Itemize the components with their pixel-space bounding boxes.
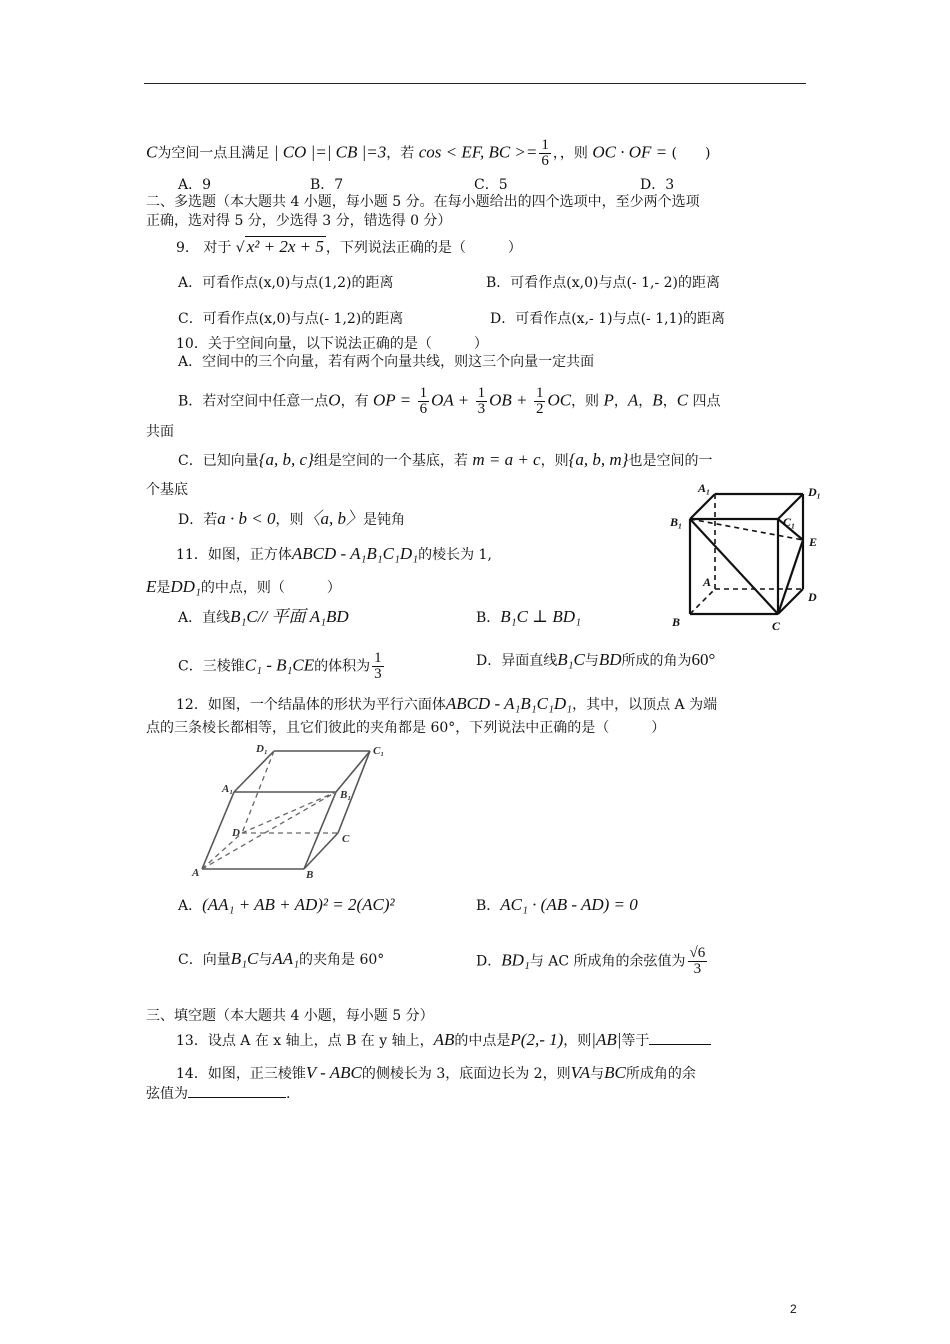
q12-stem-2: 点的三条棱长都相等，且它们彼此的夹角都是 60°，下列说法中正确的是（ ） [146, 720, 666, 736]
cube-label-b: B [672, 615, 681, 629]
section2-title-2: 正确，选对得 5 分，少选得 3 分，错选得 0 分） [146, 213, 452, 229]
q8-option-b: B．7 [310, 177, 344, 193]
q11-stem: 11．如图，正方体ABCD - A₁B₁C₁D₁的棱长为 1, [176, 544, 492, 563]
q12-stem: 12．如图，一个结晶体的形状为平行六面体ABCD - A₁B₁C₁D₁，其中，以顶点 A 为端 [176, 694, 718, 713]
q9-option-a: A．可看作点(x,0)与点(1,2)的距离 [178, 275, 394, 291]
q14-stem: 14．如图，正三棱锥V - ABC的侧棱长为 3，底面边长为 2，则VA与BC所成角的余 [176, 1063, 696, 1082]
cube-label-b1: B₁ [670, 515, 683, 529]
para-label-a: A [192, 867, 200, 879]
para-label-d: D [232, 827, 240, 839]
para-label-c: C [342, 833, 350, 845]
q14-answer-blank[interactable] [188, 1097, 286, 1098]
q8-option-a: A．9 [178, 177, 212, 193]
cube-label-c1: C₁ [783, 515, 796, 529]
q8-option-d: D．3 [640, 177, 675, 193]
q9-option-c: C．可看作点(x,0)与点(- 1,2)的距离 [178, 311, 404, 327]
para-label-a1: A₁ [222, 783, 234, 795]
q10-option-d: D．若a · b < 0，则〈a, b〉是钝角 [178, 509, 405, 528]
section3-title: 三、填空题（本大题共 4 小题，每小题 5 分） [146, 1008, 434, 1024]
q12-option-a: A．(AA₁ + AB + AD)² = 2(AC)² [178, 895, 395, 914]
q8-option-c: C．5 [474, 177, 508, 193]
q8-stem: C为空间一点且满足 | CO |=| CB |=3，若 cos < EF, BC >= $\frac{1}{6}$ ，，则 OC · OF = ( ) [146, 137, 711, 169]
q11-option-d: D．异面直线B₁C与BD所成的角为60° [476, 650, 716, 669]
q11-option-c: C．三棱锥C₁ - B₁CE的体积为 $\frac{1}{3}$ [178, 650, 382, 682]
para-label-d1: D₁ [256, 743, 268, 755]
q9-option-b: B．可看作点(x,0)与点(- 1,- 2)的距离 [486, 275, 721, 291]
q10-option-a: A．空间中的三个向量，若有两个向量共线，则这三个向量一定共面 [178, 354, 595, 370]
q14-stem-2: 弦值为 . [146, 1086, 291, 1102]
header-rule [144, 83, 806, 84]
q12-option-b: B．AC₁ · (AB - AD) = 0 [476, 895, 638, 914]
q10-option-b-cont: 共面 [146, 424, 174, 440]
cube-label-d1: D₁ [808, 485, 821, 499]
para-label-c1: C₁ [373, 745, 385, 757]
parallelepiped-figure [186, 742, 385, 881]
q9-stem: 9. 对于 √ x² + 2x + 5 ，下列说法正确的是（ ） [176, 237, 522, 256]
para-label-b1: B₁ [340, 789, 352, 801]
q10-option-b: B．若对空间中任意一点O，有 OP = $\frac{1}{6}$ OA + $\frac{1}{3}$ OB + $\frac{1}{2}$ OC，则 P，A，B，C 四点 [178, 385, 721, 417]
q12-option-c: C．向量B₁C与AA₁的夹角是 60° [178, 949, 385, 968]
cube-figure [664, 482, 834, 632]
q11-option-a: A．直线B₁C// 平面 A₁BD [178, 607, 349, 626]
para-label-b: B [306, 869, 314, 881]
cube-label-c: C [772, 619, 781, 633]
q10-stem: 10．关于空间向量，以下说法正确的是（ ） [176, 336, 488, 352]
q9-option-d: D．可看作点(x,- 1)与点(- 1,1)的距离 [490, 311, 725, 327]
cube-label-e: E [809, 535, 818, 549]
q10-option-c: C．已知向量{a, b, c}组是空间的一个基底，若 m = a + c，则{a, b, m}也是空间的一 [178, 450, 713, 469]
q11-stem-2: E是DD₁的中点，则（ ） [146, 577, 341, 596]
cube-label-d: D [808, 590, 817, 604]
q10-option-c-cont: 个基底 [146, 482, 188, 498]
section2-title: 二、多选题（本大题共 4 小题，每小题 5 分。在每小题给出的四个选项中，至少两个选项 [146, 194, 700, 210]
cube-label-a: A [703, 575, 712, 589]
q13-answer-blank[interactable] [649, 1044, 711, 1045]
q11-option-b: B．B₁C ⊥ BD₁ [476, 607, 581, 626]
q13-stem: 13．设点 A 在 x 轴上，点 B 在 y 轴上，AB的中点是P(2,- 1)，则|AB|等于 [176, 1031, 711, 1050]
page-number: 2 [790, 1302, 797, 1316]
cube-label-a1: A₁ [698, 481, 711, 495]
q12-option-d: D．BD₁与 AC 所成角的余弦值为 $\frac{√6}{3}$ [476, 945, 706, 977]
